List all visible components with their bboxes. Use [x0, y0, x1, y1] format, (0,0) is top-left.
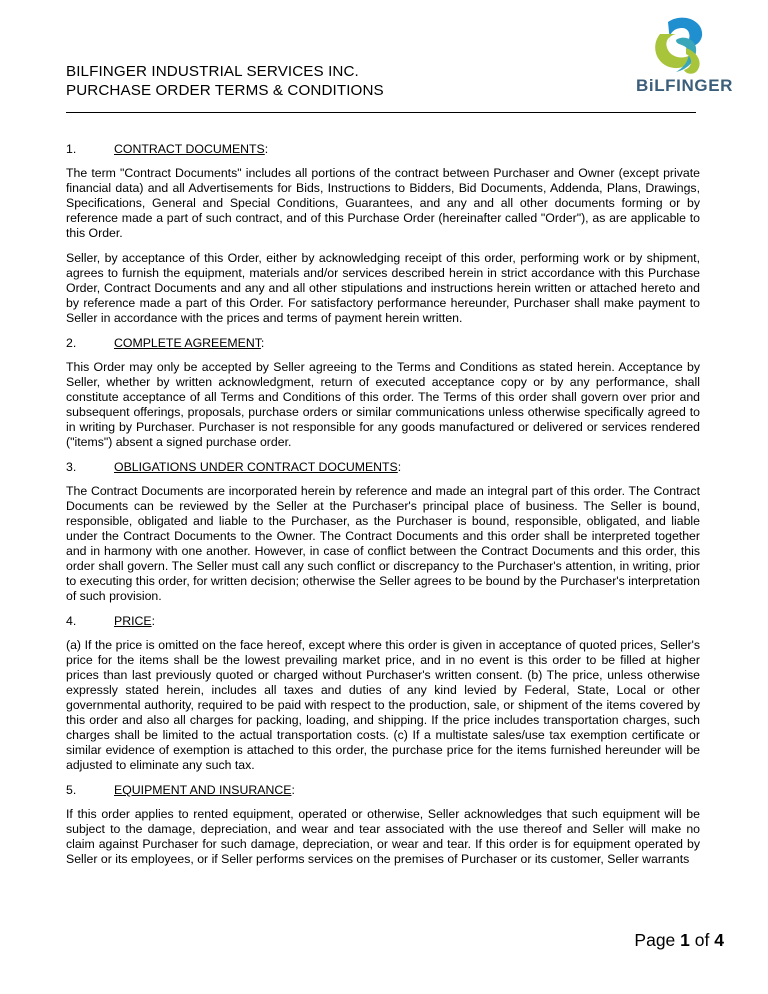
section-title-wrap: EQUIPMENT AND INSURANCE: [114, 783, 295, 797]
section-paragraph: This Order may only be accepted by Seller agreeing to the Terms and Conditions as stated herein. Acceptance by Seller, whether by written acknowledgment, return of executed acceptance copy or by any performance, shall constitute acceptance of all Terms and Conditions of this order. The Terms of this order shall govern over prior and subsequent offerings, proposals, purchase orders or similar communications unless otherwise specifically agreed to in writing by Purchaser. Purchaser is not responsible for any goods manufactured or delivered or services rendered ("items") absent a signed purchase order. [66, 360, 700, 449]
section-heading [66, 783, 700, 798]
section-complete-agreement [66, 336, 700, 450]
section-title-wrap: OBLIGATIONS UNDER CONTRACT DOCUMENTS: [114, 460, 402, 474]
section-title: OBLIGATIONS UNDER CONTRACT DOCUMENTS [114, 460, 398, 474]
header-divider [66, 112, 696, 113]
company-name: BILFINGER INDUSTRIAL SERVICES INC. [66, 63, 359, 80]
section-number: 5. [66, 783, 77, 797]
section-paragraph: The term "Contract Documents" includes all portions of the contract between Purchaser and Owner (except private financial data) and all Advertisements for Bids, Instructions to Bidders, Bid Documents, Addenda, Plans, Drawings, Specifications, General and Special Conditions, Guarantees, and any and all other documents forming or by reference made a part of such contract, and of this Purchase Order (hereinafter called "Order"), as are applicable to this Order. [66, 166, 700, 240]
section-paragraph: Seller, by acceptance of this Order, either by acknowledging receipt of this order, performing work or by shipment, agrees to furnish the equipment, materials and/or services described herein in strict accordance with this Purchase Order, Contract Documents and any and all other stipulations and instructions herein written or attached hereto and by reference made a part of this Order. For satisfactory performance hereunder, Purchaser shall make payment to Seller in accordance with the prices and terms of payment herein written. [66, 251, 700, 325]
section-title: CONTRACT DOCUMENTS [114, 142, 265, 156]
page-number [634, 930, 724, 951]
section-title: PRICE [114, 614, 152, 628]
page-of: of [694, 930, 710, 950]
terms-body [66, 142, 700, 877]
section-paragraph: (a) If the price is omitted on the face hereof, except where this order is given in acceptance of quoted prices, Seller's price for the items shall be the lowest prevailing market price, and in no event is this order to be filled at higher prices than last previously quoted or charged without Purchaser's written consent. (b) The price, unless otherwise expressly stated herein, includes all taxes and duties of any kind levied by Federal, State, Local or other governmental authority, required to be paid with respect to the production, sale, or shipment of the items covered by this order and also all charges for packing, loading, and shipping. If the price includes transportation charges, such charges shall be limited to the actual transportation costs. (c) If a multistate sales/use tax exemption certificate or similar evidence of exemption is attached to this order, the purchase price for the items furnished hereunder will be adjusted to eliminate any such tax. [66, 638, 700, 772]
section-title: EQUIPMENT AND INSURANCE [114, 783, 292, 797]
section-heading [66, 614, 700, 629]
section-price [66, 614, 700, 773]
section-number: 3. [66, 460, 77, 474]
logo-wordmark: BiLFINGER [636, 76, 734, 95]
section-contract-documents [66, 142, 700, 326]
section-number: 4. [66, 614, 77, 628]
section-number: 1. [66, 142, 77, 156]
page-total: 4 [714, 930, 724, 950]
section-paragraph: If this order applies to rented equipment, operated or otherwise, Seller acknowledges that such equipment will be subject to the damage, depreciation, and wear and tear associated with the use thereof and Seller will make no claim against Purchaser for such damage, depreciation, or wear and tear. If this order is for equipment operated by Seller or its employees, or if Seller performs services on the premises of Purchaser or its customer, Seller warrants [66, 807, 700, 866]
section-paragraph: The Contract Documents are incorporated herein by reference and made an integral part of this order. The Contract Documents can be reviewed by the Seller at the Purchaser's principal place of business. The Seller is bound, responsible, obligated and liable to the Purchaser, as the Purchaser is bound, responsible, obligated, and liable under the Contract Documents to the Owner. The Contract Documents and this order shall be interpreted together and in harmony with one another. However, in case of conflict between the Contract Documents and this order, this order shall govern. The Seller must call any such conflict or discrepancy to the Purchaser's attention, in writing, prior to executing this order, for written decision; otherwise the Seller agrees to be bound by the Purchaser's interpretation of such provision. [66, 484, 700, 603]
document-title: PURCHASE ORDER TERMS & CONDITIONS [66, 82, 384, 99]
section-heading [66, 142, 700, 157]
section-heading [66, 336, 700, 351]
section-obligations [66, 460, 700, 604]
section-title-wrap: PRICE: [114, 614, 156, 628]
document-header [66, 62, 706, 100]
section-title-wrap: COMPLETE AGREEMENT: [114, 336, 265, 350]
section-equipment-insurance [66, 783, 700, 867]
section-title: COMPLETE AGREEMENT [114, 336, 261, 350]
section-heading [66, 460, 700, 475]
section-title-wrap: CONTRACT DOCUMENTS: [114, 142, 269, 156]
section-number: 2. [66, 336, 77, 350]
page-word: Page [634, 930, 676, 950]
page-current: 1 [680, 930, 690, 950]
